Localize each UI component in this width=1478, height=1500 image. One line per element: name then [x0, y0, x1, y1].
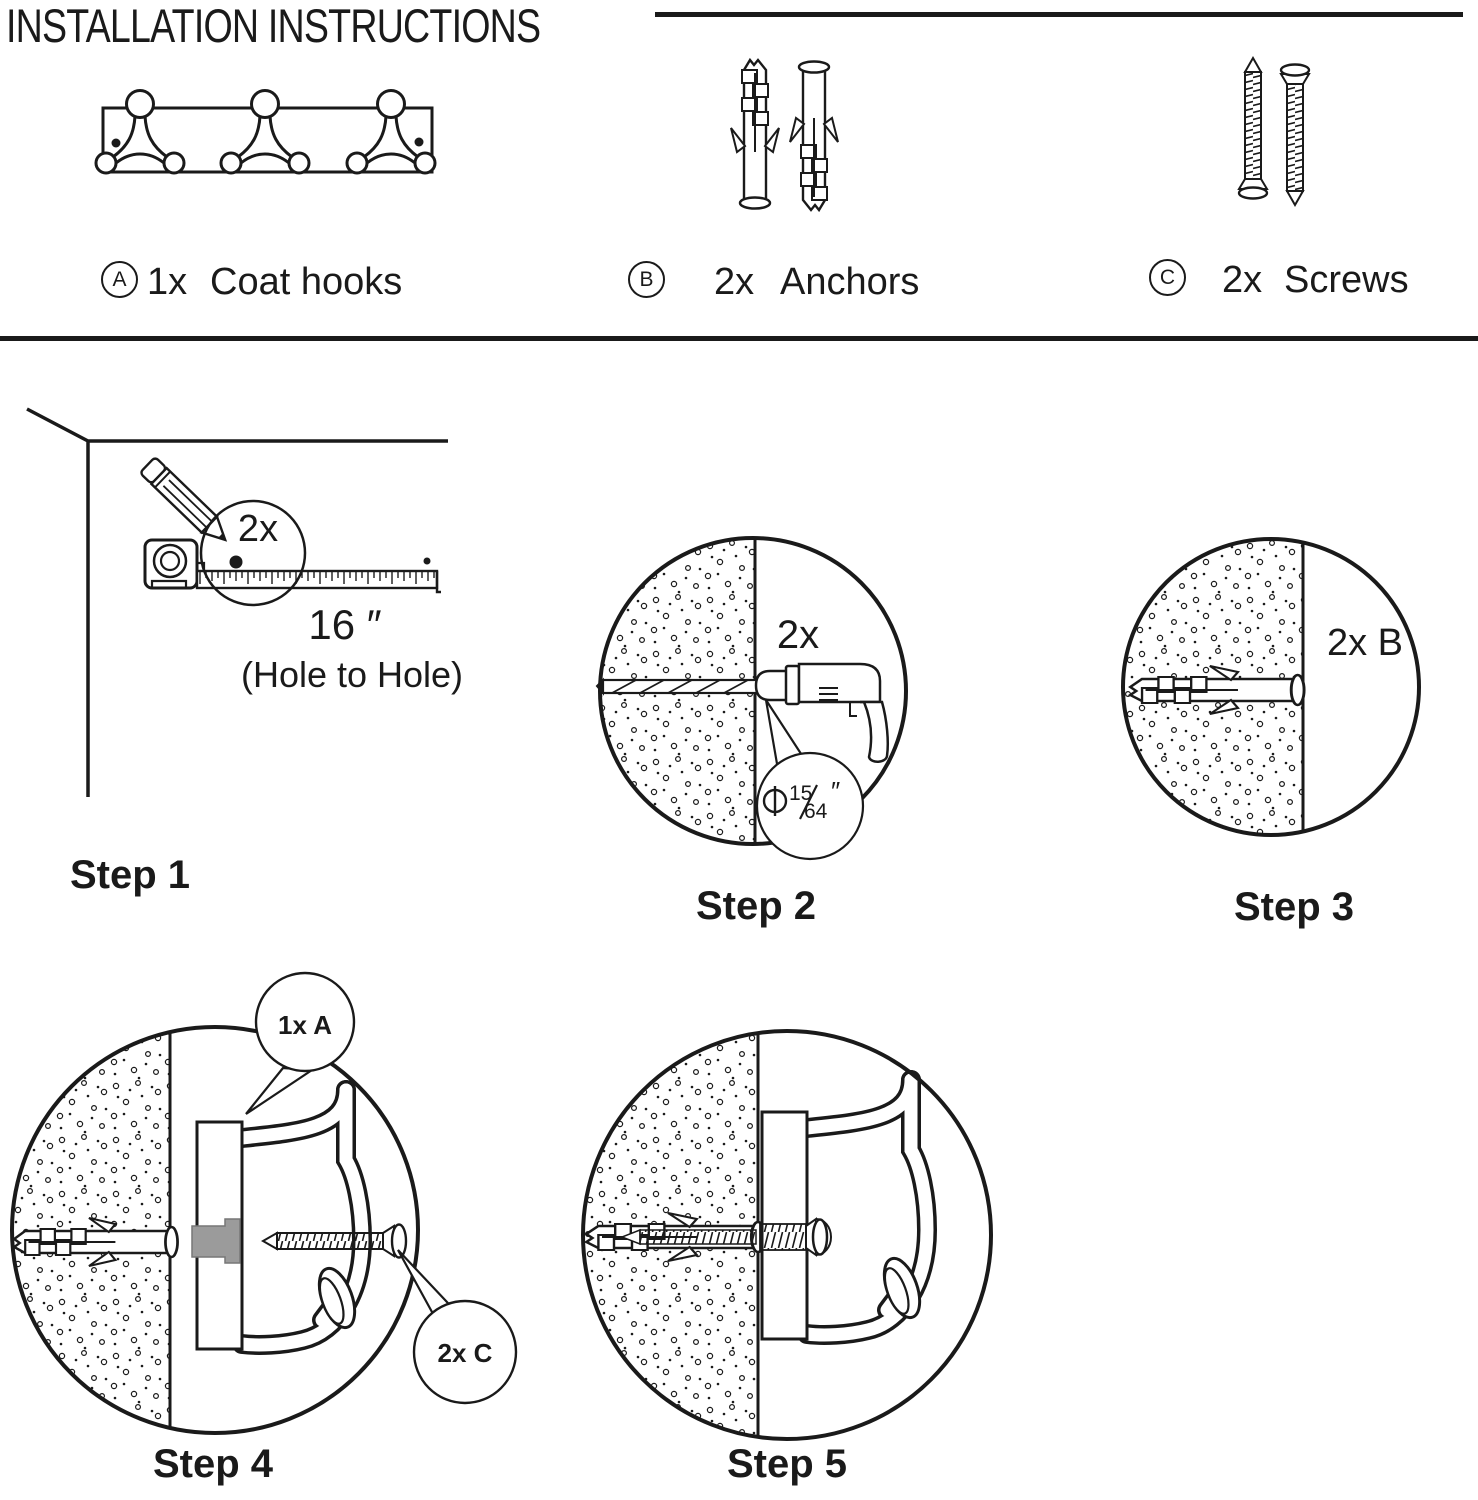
anchors-count-annotation: 2x B [1326, 622, 1404, 664]
mounting-hole-right [415, 138, 424, 147]
drill-bit [597, 680, 757, 693]
wall-anchor-icon [790, 62, 838, 211]
wall-anchor-icon [731, 60, 779, 209]
part-qty: 2x [1222, 259, 1263, 301]
screw-icon [1281, 65, 1309, 206]
screw-driven [760, 1219, 831, 1255]
hidden-screw-section [192, 1219, 240, 1263]
step2-label: Step 2 [695, 884, 817, 928]
screw-icon [1239, 58, 1267, 199]
ruler-strip [197, 571, 441, 592]
step1-label: Step 1 [69, 853, 191, 897]
part-id-badge-c [1149, 259, 1186, 296]
distance-annotation: 16 ″ [308, 601, 382, 648]
section-divider [0, 336, 1478, 341]
tape-measure-icon [145, 540, 204, 588]
page-title: INSTALLATION INSTRUCTIONS [6, 0, 541, 52]
step5-label: Step 5 [726, 1442, 848, 1486]
holes-count-annotation: 2x [776, 613, 820, 657]
bit-size-denominator: 64 [804, 800, 828, 823]
screws-drawing [1239, 58, 1309, 205]
step4-label: Step 4 [152, 1442, 274, 1486]
part-letter: C [1159, 265, 1176, 289]
coat-hooks-drawing [96, 91, 435, 174]
bit-size-numerator: 15 [789, 782, 813, 805]
step1-diagram [27, 409, 448, 797]
step3-diagram [1121, 537, 1419, 839]
step2-diagram [597, 536, 906, 859]
marks-count-annotation: 2x [237, 508, 279, 550]
screws-callout-bubble [398, 1250, 516, 1403]
step5-diagram [582, 1031, 991, 1439]
pencil-mark-dot [230, 556, 243, 569]
part-name: Anchors [780, 261, 920, 303]
distance-note: (Hole to Hole) [240, 654, 464, 695]
title-rule [655, 12, 1463, 17]
part-letter: A [112, 267, 127, 291]
rack-callout-text: 1x A [278, 1010, 332, 1040]
part-name: Coat hooks [210, 261, 403, 303]
part-id-badge-a [101, 261, 138, 298]
pencil-icon [140, 457, 233, 548]
pencil-mark-dot [424, 558, 431, 565]
mounting-hole-left [112, 139, 121, 148]
step3-label: Step 3 [1233, 885, 1355, 929]
part-letter: B [639, 267, 654, 291]
part-qty: 2x [714, 261, 755, 303]
part-name: Screws [1284, 259, 1409, 301]
anchors-drawing [731, 60, 838, 210]
screw-inside-anchor [622, 1230, 756, 1244]
bit-size-unit: ″ [831, 776, 841, 806]
part-id-badge-b [628, 261, 665, 298]
part-qty: 1x [147, 261, 188, 303]
screws-callout-text: 2x C [437, 1338, 493, 1368]
